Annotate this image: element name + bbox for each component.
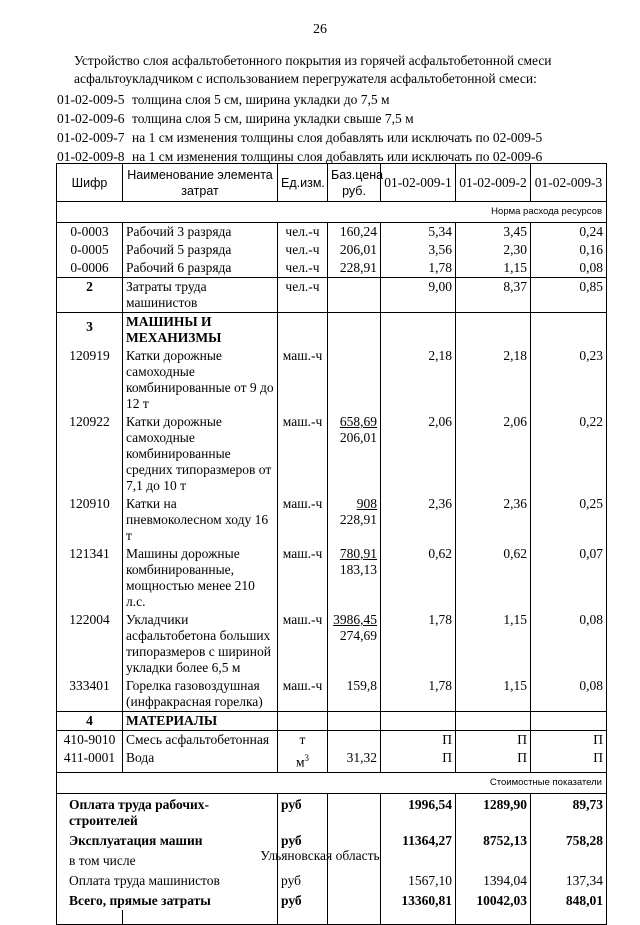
cell-name: Катки дорожные самоходные комбинированные от 9 до 12 т xyxy=(123,347,278,413)
price-old: 780,91 xyxy=(339,546,377,561)
intro-text: Устройство слоя асфальтобетонного покрытия из горячей асфальтобетонной смеси асфальтоукладчиком с использованием перегружателя асфальтобетонной смеси: xyxy=(74,53,552,86)
cell-v3: 0,24 xyxy=(531,223,607,242)
cell-unit: чел.-ч xyxy=(278,259,328,278)
summary-unit: руб xyxy=(278,830,328,850)
summary-name: Всего, прямые затраты xyxy=(57,890,278,910)
cell-v1: П xyxy=(381,731,456,750)
summary-unit: руб xyxy=(278,793,328,830)
cell-unit: чел.-ч xyxy=(278,223,328,242)
cell-v3: 0,16 xyxy=(531,241,607,259)
code-id: 01-02-009-6 xyxy=(57,111,125,126)
cell-v1: 1,78 xyxy=(381,677,456,712)
table-end xyxy=(57,910,607,925)
cell-v3: 0,23 xyxy=(531,347,607,413)
section-row-machines xyxy=(57,313,607,348)
cell-code: 2 xyxy=(57,278,123,313)
cell-v1: 0,62 xyxy=(381,545,456,611)
cell-v2: 1,15 xyxy=(456,259,531,278)
cell-code: 411-0001 xyxy=(57,749,123,772)
table-row xyxy=(57,223,607,242)
cell-v3: 0,22 xyxy=(531,413,607,495)
cell-code: 4 xyxy=(57,712,123,731)
table-row xyxy=(57,413,607,495)
price-new: 206,01 xyxy=(339,430,377,445)
cell-unit xyxy=(278,749,328,772)
table-row xyxy=(57,611,607,677)
cell-price xyxy=(328,413,381,495)
cell-price xyxy=(328,347,381,413)
code-item xyxy=(57,109,542,128)
resource-table xyxy=(56,163,607,925)
cell-v2: 2,36 xyxy=(456,495,531,545)
cell-unit: маш.-ч xyxy=(278,611,328,677)
cell-code: 120910 xyxy=(57,495,123,545)
code-id: 01-02-009-8 xyxy=(57,149,125,164)
cell-v2: 2,06 xyxy=(456,413,531,495)
cell-v1: 2,06 xyxy=(381,413,456,495)
summary-unit: руб xyxy=(278,890,328,910)
summary-v3: 758,28 xyxy=(531,830,607,850)
code-item xyxy=(57,90,542,109)
cell-v1: 2,36 xyxy=(381,495,456,545)
summary-row xyxy=(57,793,607,830)
cost-row xyxy=(57,772,607,793)
summary-v1: 11364,27 xyxy=(381,830,456,850)
section-title: МАТЕРИАЛЫ xyxy=(123,712,278,731)
cell-code: 122004 xyxy=(57,611,123,677)
cell-v3: 0,08 xyxy=(531,259,607,278)
unit-exponent: 3 xyxy=(304,753,310,763)
cell-unit: маш.-ч xyxy=(278,495,328,545)
cell-v2: 3,45 xyxy=(456,223,531,242)
cell-name: Укладчики асфальтобетона больших типоразмеров с шириной укладки более 6,5 м xyxy=(123,611,278,677)
norm-row xyxy=(57,202,607,223)
table-row xyxy=(57,545,607,611)
header-unit: Ед.изм. xyxy=(278,164,328,202)
cell-code: 121341 xyxy=(57,545,123,611)
cell-v3: 0,85 xyxy=(531,278,607,313)
summary-v3: 137,34 xyxy=(531,870,607,890)
cell-code: 410-9010 xyxy=(57,731,123,750)
cell-price xyxy=(328,495,381,545)
table-row xyxy=(57,347,607,413)
cell-name: Рабочий 5 разряда xyxy=(123,241,278,259)
cell-name: Горелка газовоздушная (инфракрасная горелка) xyxy=(123,677,278,712)
section-row-materials xyxy=(57,712,607,731)
price-old: 3986,45 xyxy=(333,612,377,627)
norm-label: Норма расхода ресурсов xyxy=(57,202,607,223)
unit-base: м xyxy=(295,754,305,770)
table-row xyxy=(57,241,607,259)
header-cipher: Шифр xyxy=(57,164,123,202)
cell-price: 206,01 xyxy=(328,241,381,259)
header-price: Баз.цена руб. xyxy=(328,164,381,202)
cell-name: Рабочий 6 разряда xyxy=(123,259,278,278)
cell-price: 160,24 xyxy=(328,223,381,242)
cell-code: 0-0006 xyxy=(57,259,123,278)
price-old: 908 xyxy=(356,496,377,511)
cell-name: Смесь асфальтобетонная xyxy=(123,731,278,750)
cell-code: 120922 xyxy=(57,413,123,495)
summary-v3: 89,73 xyxy=(531,793,607,830)
header-col2: 01-02-009-2 xyxy=(456,164,531,202)
cell-code: 0-0003 xyxy=(57,223,123,242)
cell-v1: 2,18 xyxy=(381,347,456,413)
table-row xyxy=(57,749,607,772)
summary-name: Оплата труда машинистов xyxy=(57,870,278,890)
price-old: 658,69 xyxy=(339,414,377,429)
cell-price xyxy=(328,611,381,677)
cell-v1: 3,56 xyxy=(381,241,456,259)
cell-code: 3 xyxy=(57,313,123,348)
summary-v3: 848,01 xyxy=(531,890,607,910)
cell-unit: маш.-ч xyxy=(278,413,328,495)
header-col1: 01-02-009-1 xyxy=(381,164,456,202)
cell-price: 228,91 xyxy=(328,259,381,278)
table-row xyxy=(57,495,607,545)
summary-v2: 1289,90 xyxy=(456,793,531,830)
cell-v2: П xyxy=(456,731,531,750)
summary-v1: 1996,54 xyxy=(381,793,456,830)
cell-code: 333401 xyxy=(57,677,123,712)
cell-unit: чел.-ч xyxy=(278,278,328,313)
price-new: 228,91 xyxy=(339,512,377,527)
cell-v2: 1,15 xyxy=(456,677,531,712)
cell-v2: 8,37 xyxy=(456,278,531,313)
summary-v1: 1567,10 xyxy=(381,870,456,890)
summary-v2: 10042,03 xyxy=(456,890,531,910)
cell-unit: маш.-ч xyxy=(278,545,328,611)
cell-unit: маш.-ч xyxy=(278,677,328,712)
table-row xyxy=(57,731,607,750)
summary-v1: 13360,81 xyxy=(381,890,456,910)
summary-name: в том числе xyxy=(57,850,278,870)
cell-name: Машины дорожные комбинированные, мощностью менее 210 л.с. xyxy=(123,545,278,611)
price-new: 274,69 xyxy=(339,628,377,643)
cell-v3: 0,08 xyxy=(531,611,607,677)
cell-v2: 1,15 xyxy=(456,611,531,677)
cell-unit: маш.-ч xyxy=(278,347,328,413)
page-number: 26 xyxy=(313,22,327,37)
cell-price xyxy=(328,545,381,611)
cell-price xyxy=(328,278,381,313)
cell-code: 0-0005 xyxy=(57,241,123,259)
cell-code: 120919 xyxy=(57,347,123,413)
cell-v3: 0,07 xyxy=(531,545,607,611)
cell-price: 159,8 xyxy=(328,677,381,712)
cell-v3: П xyxy=(531,731,607,750)
table-row xyxy=(57,259,607,278)
cell-v1: П xyxy=(381,749,456,772)
table-row-machinists-labor xyxy=(57,278,607,313)
cell-price xyxy=(328,731,381,750)
cell-v1: 9,00 xyxy=(381,278,456,313)
table-row xyxy=(57,677,607,712)
header-col3: 01-02-009-3 xyxy=(531,164,607,202)
cell-name: Вода xyxy=(123,749,278,772)
summary-name: Эксплуатация машин xyxy=(57,830,278,850)
summary-v2: 8752,13 xyxy=(456,830,531,850)
cell-v3: 0,08 xyxy=(531,677,607,712)
cell-v3: П xyxy=(531,749,607,772)
cell-v3: 0,25 xyxy=(531,495,607,545)
cell-name: Рабочий 3 разряда xyxy=(123,223,278,242)
table-header xyxy=(57,164,607,202)
price-new: 183,13 xyxy=(339,562,377,577)
summary-row-total xyxy=(57,890,607,910)
footer-region: Ульяновская область xyxy=(260,848,380,863)
code-text: на 1 см изменения толщины слоя добавлять или исключать по 02-009-6 xyxy=(132,149,543,164)
code-id: 01-02-009-7 xyxy=(57,130,125,145)
cell-name: Катки дорожные самоходные комбинированные средних типоразмеров от 7,1 до 10 т xyxy=(123,413,278,495)
cell-unit: т xyxy=(278,731,328,750)
cell-v2: П xyxy=(456,749,531,772)
code-text: толщина слоя 5 см, ширина укладки свыше 7,5 м xyxy=(132,111,414,126)
section-title: МАШИНЫ И МЕХАНИЗМЫ xyxy=(123,313,278,348)
summary-unit: руб xyxy=(278,870,328,890)
summary-name: Оплата труда рабочих-строителей xyxy=(57,793,278,830)
summary-v2: 1394,04 xyxy=(456,870,531,890)
header-name: Наименование элемента затрат xyxy=(123,164,278,202)
code-id: 01-02-009-5 xyxy=(57,92,125,107)
code-list xyxy=(57,90,542,166)
cost-label: Стоимостные показатели xyxy=(57,772,607,793)
cell-price: 31,32 xyxy=(328,749,381,772)
cell-v2: 0,62 xyxy=(456,545,531,611)
cell-v1: 1,78 xyxy=(381,611,456,677)
cell-unit: чел.-ч xyxy=(278,241,328,259)
summary-row xyxy=(57,870,607,890)
code-text: толщина слоя 5 см, ширина укладки до 7,5 м xyxy=(132,92,390,107)
cell-v2: 2,30 xyxy=(456,241,531,259)
cell-v2: 2,18 xyxy=(456,347,531,413)
code-text: на 1 см изменения толщины слоя добавлять или исключать по 02-009-5 xyxy=(132,130,543,145)
code-item xyxy=(57,128,542,147)
summary-row xyxy=(57,830,607,850)
cell-v1: 5,34 xyxy=(381,223,456,242)
cell-name: Затраты труда машинистов xyxy=(123,278,278,313)
cell-v1: 1,78 xyxy=(381,259,456,278)
cell-name: Катки на пневмоколесном ходу 16 т xyxy=(123,495,278,545)
